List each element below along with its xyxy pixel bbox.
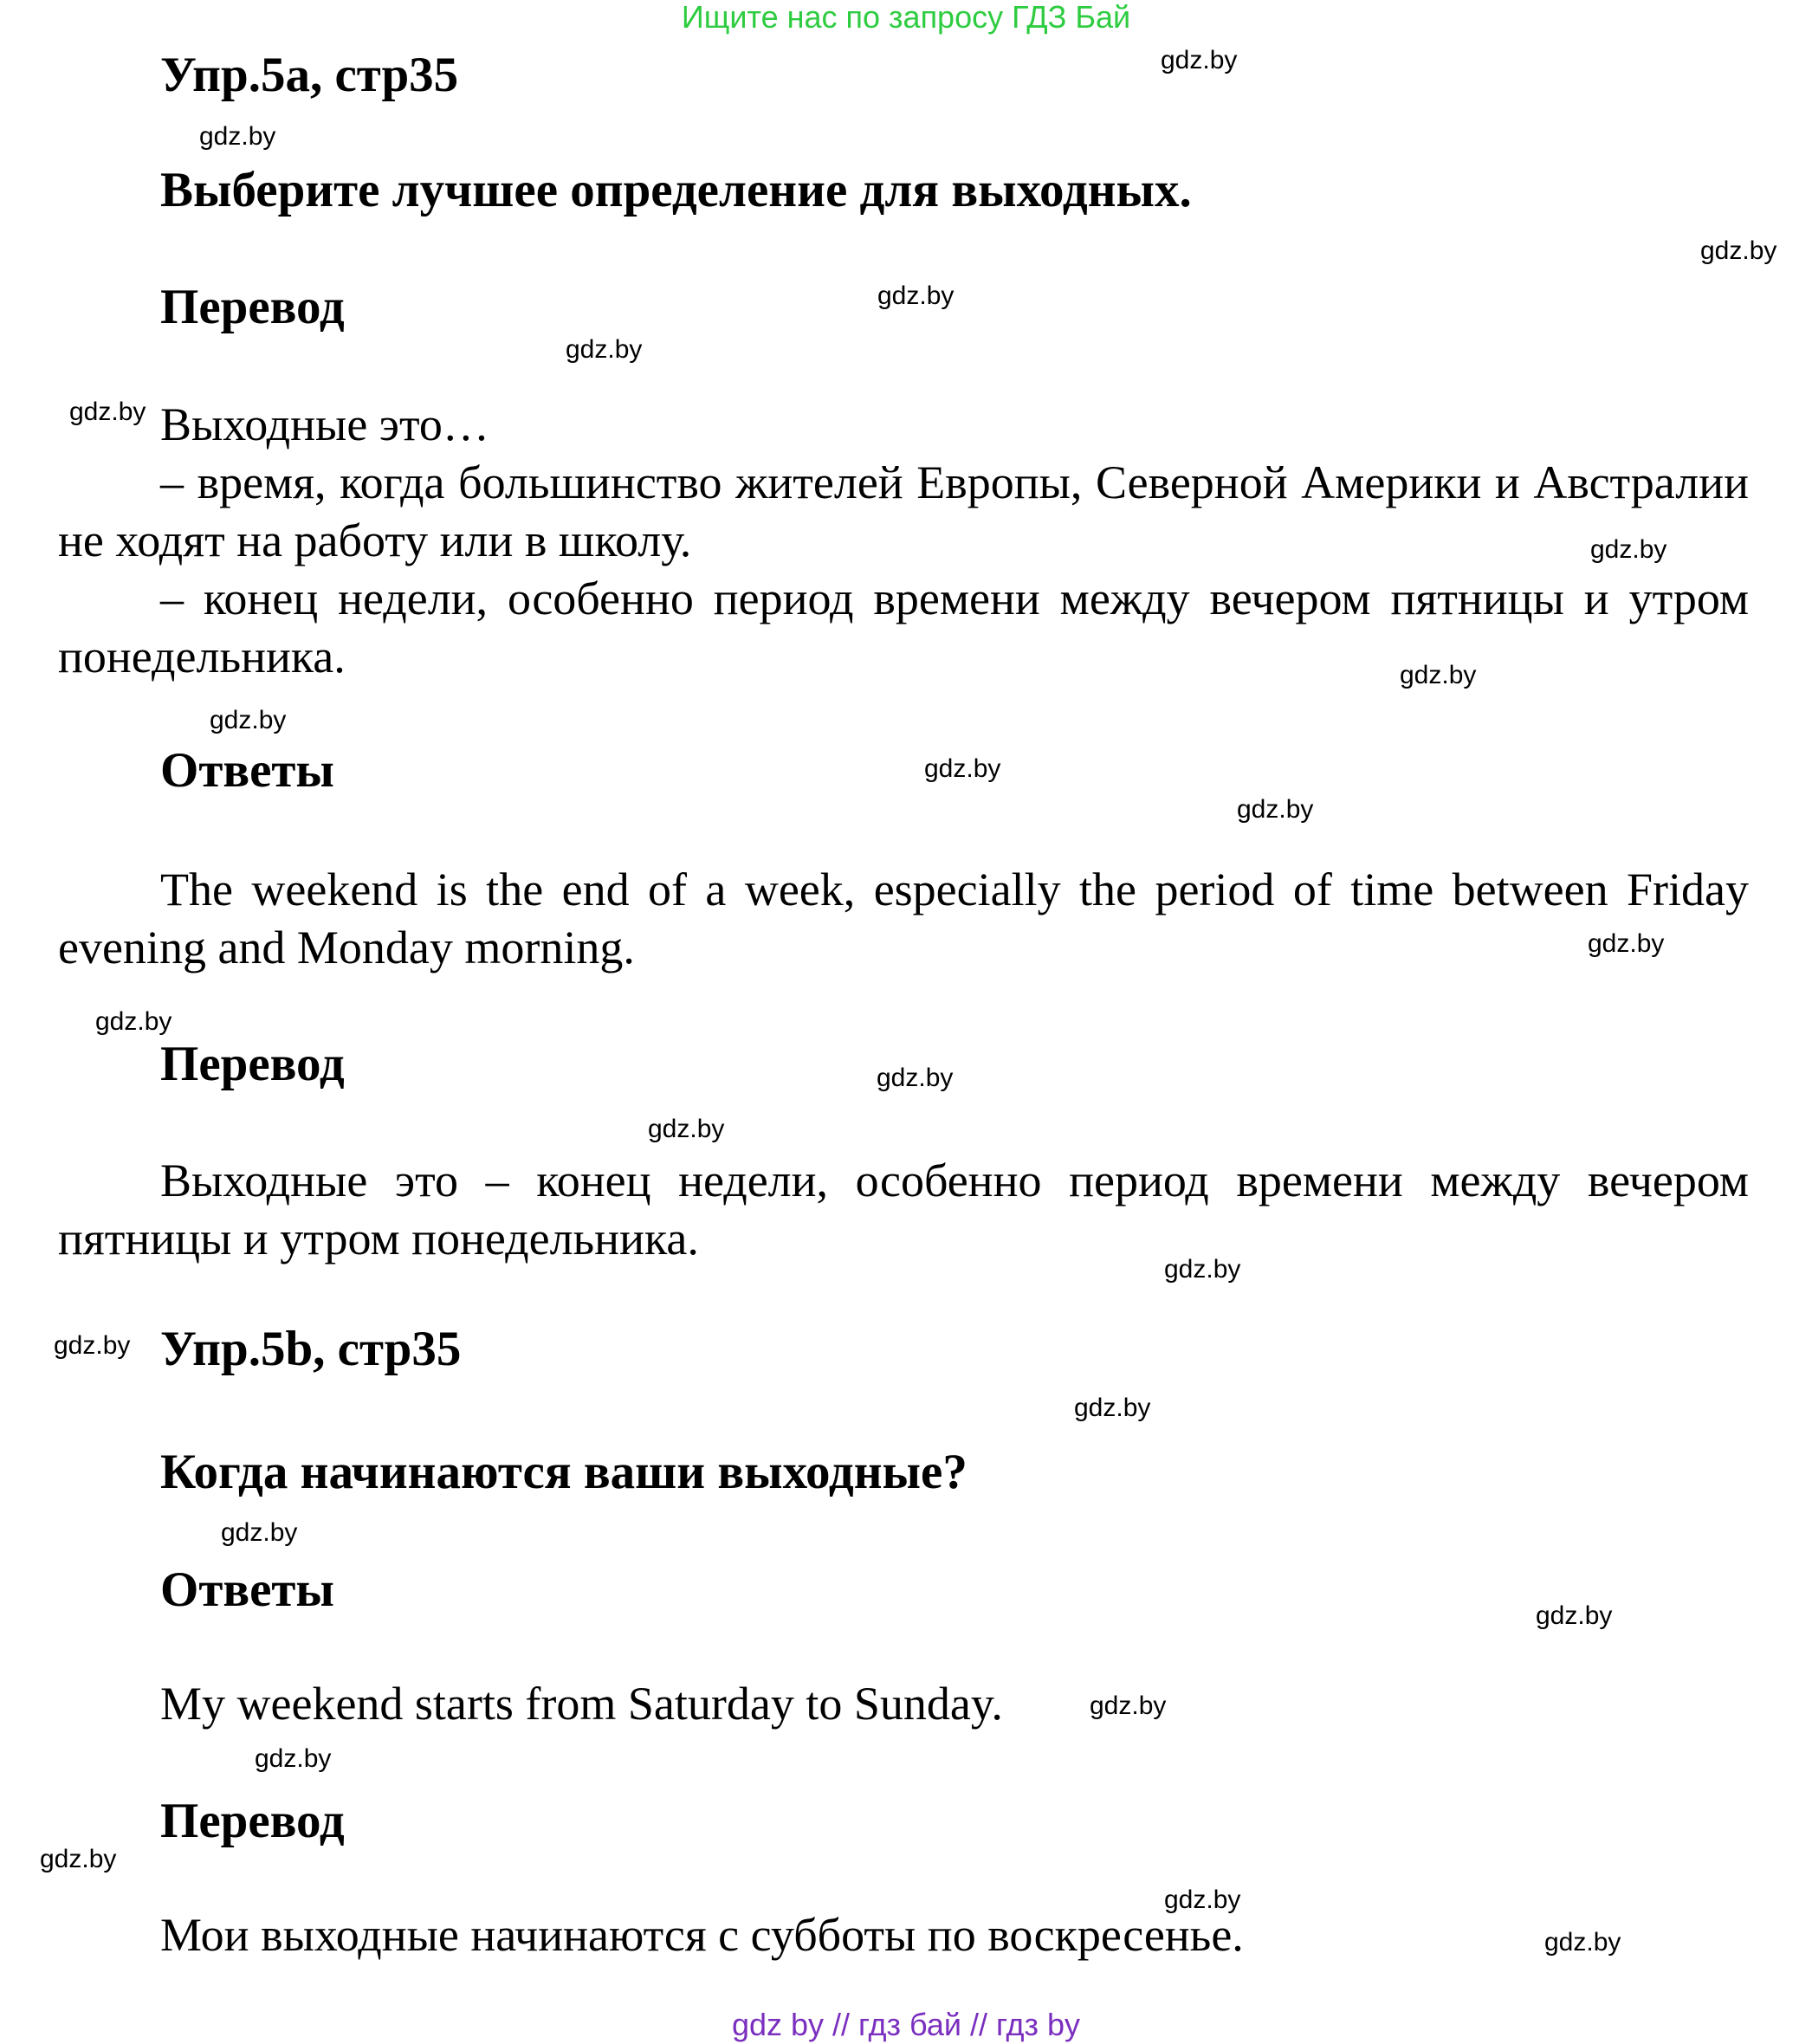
exercise-5b-title: Упр.5b, стр35	[160, 1322, 462, 1376]
answer-5b: My weekend starts from Saturday to Sunday.	[160, 1678, 1003, 1730]
exercise-5a-title: Упр.5a, стр35	[160, 48, 459, 102]
watermark: gdz.by	[221, 1518, 298, 1547]
answers-heading-1: Ответы	[160, 743, 334, 798]
watermark: gdz.by	[1536, 1601, 1613, 1630]
top-banner: Ищите нас по запросу ГДЗ Бай	[681, 0, 1131, 35]
definition-option-1: – время, когда большинство жителей Европы, Северной Америки и Австралии не ходят на работу или в школу.	[58, 456, 1749, 566]
watermark: gdz.by	[255, 1744, 332, 1773]
watermark: gdz.by	[566, 335, 643, 364]
watermark: gdz.by	[924, 754, 1001, 783]
watermark: gdz.by	[1161, 46, 1238, 74]
footer-links[interactable]: gdz by // гдз бай // гдз by	[731, 2007, 1081, 2042]
watermark: gdz.by	[210, 706, 287, 734]
watermark: gdz.by	[1164, 1255, 1241, 1284]
watermark: gdz.by	[877, 1064, 954, 1092]
translation-heading-2: Перевод	[160, 1037, 345, 1091]
watermark: gdz.by	[199, 122, 276, 151]
exercise-5b-task: Когда начинаются ваши выходные?	[160, 1445, 967, 1499]
watermark: gdz.by	[54, 1331, 131, 1360]
watermark: gdz.by	[648, 1115, 725, 1143]
watermark: gdz.by	[1400, 661, 1477, 689]
answer-5a: The weekend is the end of a week, especially the period of time between Friday evening and Monday morning.	[58, 864, 1749, 973]
definition-intro: Выходные это…	[160, 398, 489, 450]
translation-heading-1: Перевод	[160, 280, 345, 334]
answers-heading-2: Ответы	[160, 1562, 334, 1617]
watermark: gdz.by	[1074, 1394, 1151, 1422]
watermark: gdz.by	[40, 1845, 117, 1873]
watermark: gdz.by	[69, 398, 146, 426]
watermark: gdz.by	[1090, 1691, 1167, 1720]
answer-5a-translation: Выходные это – конец недели, особенно период времени между вечером пятницы и утром понедельника.	[58, 1155, 1749, 1265]
watermark: gdz.by	[877, 281, 955, 310]
watermark: gdz.by	[1164, 1886, 1241, 1914]
watermark: gdz.by	[1544, 1928, 1621, 1957]
watermark: gdz.by	[1588, 929, 1665, 958]
watermark: gdz.by	[1237, 795, 1314, 824]
watermark: gdz.by	[1590, 535, 1667, 564]
translation-heading-3: Перевод	[160, 1794, 345, 1848]
exercise-5a-task: Выберите лучшее определение для выходных.	[160, 163, 1192, 217]
watermark: gdz.by	[1700, 236, 1777, 265]
answer-5b-translation: Мои выходные начинаются с субботы по воскресенье.	[160, 1909, 1244, 1961]
watermark: gdz.by	[95, 1007, 172, 1036]
definition-option-2: – конец недели, особенно период времени между вечером пятницы и утром понедельника.	[58, 572, 1749, 682]
